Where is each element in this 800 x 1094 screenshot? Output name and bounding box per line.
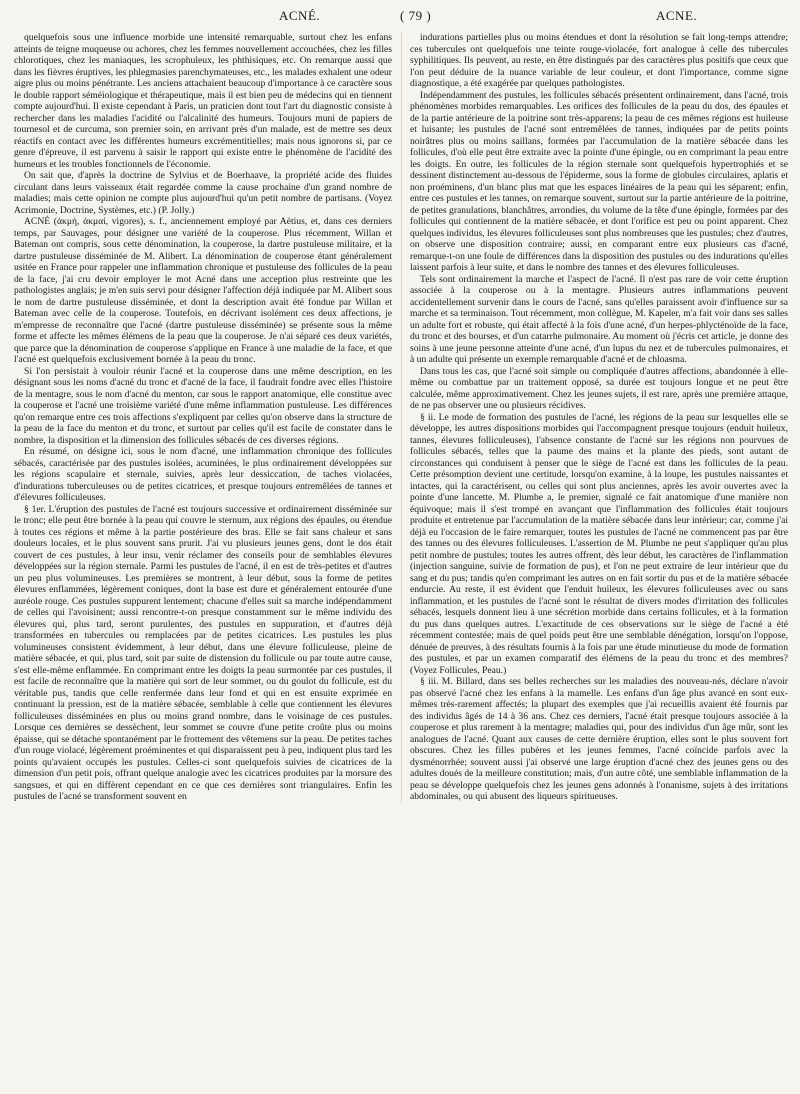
- paragraph: ACNÉ (ἀκμή, ἀκμαί, vigores), s. f., anciennement employé par Aëtius, et, dans ces derniers temps, par Sauvages, pour désigner une variété de la couperose. Plus récemment, Willan et Bateman ont compris, sous cette dénomination, la couperose, la dartre pustuleuse militaire, et la dartre pustuleuse disséminée de M. Alibert. La dénomination de couperose étant généralement usitée en France pour rappeler une inflammation chronique et pustuleuse des follicules de la peau de la face, j'ai cru devoir employer le mot Acné dans une acception plus restreinte que les pathologistes anglais; je m'en suis servi pour désigner l'affection déjà indiquée par M. Alibert sous le nom de dartre pustuleuse disséminée, et dont la description avait été fondue par Willan et Bateman avec celle de la couperose. Toutefois, en décrivant isolément ces deux affections, je m'empresse de reconnaître que l'acné (dartre pustuleuse disséminée) se présente sous la même forme et affecte les mêmes élémens de la peau que la couperose. Je n'ai séparé ces deux variétés, que parce que la dénomination de couperose s'applique en France à une maladie de la face, et que l'acné est quelquefois exclusivement bornée à la peau du tronc.: [14, 216, 392, 365]
- paragraph: Si l'on persistait à vouloir réunir l'acné et la couperose dans une même description, en les désignant sous les noms d'acné du tronc et d'acné de la face, il faudrait fondre avec elles l'histoire de la mentagre, sous le nom d'acné du menton, car sous le rapport anatomique, elle constitue avec la couperose et l'acné une troisième variété d'une même inflammation pustuleuse. Les différences qu'on remarque entre ces trois affections s'expliquent par celles qu'on observe dans la structure de la peau de la face du menton et du tronc, et surtout par celles qu'il est facile de constater dans le nombre, la disposition et la dimension des follicules sébacés de ces diverses régions.: [14, 365, 392, 446]
- paragraph: Dans tous les cas, que l'acné soit simple ou compliquée d'autres affections, abandonnée à elle-même ou combattue par un traitement opposé, sa durée est toujours longue et ne peut être calculée, même approximativement. Chez les jeunes sujets, il est rare, après une première attaque, de ne pas observer une ou plusieurs récidives.: [410, 365, 788, 411]
- paragraph: Tels sont ordinairement la marche et l'aspect de l'acné. Il n'est pas rare de voir cette éruption associée à la couperose ou à la mentagre. Plusieurs autres inflammations peuvent accidentellement survenir dans le cours de l'acné, sans qu'elles paraissent avoir d'influence sur sa marche et sa terminaison. Tout récemment, mon collègue, M. Kapeler, m'a fait voir dans ses salles un adulte fort et robuste, qui était affecté à la fois d'une acné, d'un herpes-phlycténoïde de la face, du tronc et des bourses, et d'un catarrhe pulmonaire. Au moment où j'écris cet article, je donne des soins à une jeune personne atteinte d'une acné, d'un lupus du nez et de tubercules pulmonaires, et à un adulte qui présente un exemple remarquable d'acné et de chloasma.: [410, 273, 788, 365]
- header-left-title: ACNÉ.: [279, 8, 321, 23]
- left-column: [14, 32, 392, 803]
- paragraph: quelquefois sous une influence morbide une intensité remarquable, surtout chez les enfans atteints de teigne muqueuse ou achores, chez les femmes nouvellement accouchées, chez les filles chlorotiques, chez les maniaques, les scrophuleux, les phthisiques, etc. On remarque aussi que dans les fièvres éruptives, les phlegmasies parenchymateuses, etc., les malades exhalent une odeur aigre plus ou moins pénétrante. Les anciens attachaient beaucoup d'importance à ce caractère sous le double rapport séméiologique et thérapeutique, mais il est bien peu de médecins qui en tiennent compte aujourd'hui. Il existe cependant à Paris, un praticien dont tout l'art du diagnostic consiste à rechercher dans les maladies l'acidité ou l'alcalinité des humeurs. Toujours muni de papiers de tournesol et de curcuma, son premier soin, en arrivant près d'un malade, est de mettre ses deux réactifs en contact avec les différentes humeurs excrémentitielles; mais nous ignorons si, par ce genre d'épreuve, il est parvenu à saisir le rapport qui existe entre le phénomène de l'acidité des humeurs et les troubles fonctionnels de l'économie.: [14, 32, 392, 170]
- right-column: [410, 32, 788, 803]
- column-divider: [401, 32, 402, 803]
- paragraph: § ii. Le mode de formation des pustules de l'acné, les régions de la peau sur lesquelles elle se développe, les autres dispositions morbides qui l'accompagnent presque toujours (enduit huileux, tannes, élevures folliculeuses), l'absence constante de l'acné sur les régions non pourvues de follicules sébacés, telles que la paume des mains et la plante des pieds, sont autant de circonstances qui conduisent à penser que le siège de l'acné est dans les follicules de la peau. Cette présomption devient une certitude, lorsqu'on examine, à la loupe, les pustules naissantes et intactes, qui la caractérisent, ou celles qui sont plus anciennes, après les avoir ouvertes avec la pointe d'une lancette. M. Plumbe a, le premier, signalé ce fait anatomique d'une manière non équivoque; mais il s'est trompé en avançant que l'inflammation des follicules était toujours produite et entretenue par l'accumulation de la matière sébacée dans leur intérieur; car, comme j'ai déjà eu l'occasion de le faire remarquer, toutes les pustules de l'acné ne commencent pas par être des tannes ou des élevures folliculeuses. L'assertion de M. Plumbe ne peut s'appliquer qu'au plus petit nombre de pustules; toutes les autres offrent, dès leur début, les caractères de l'inflammation (injection sanguine, suivie de formation de pus), et l'on ne peut extraire de leur intérieur que du sang et du pus; tandis qu'en comprimant les autres on en fait sortir du pus et de la matière sébacée endurcie. Au reste, il est évident que l'enduit huileux, les élevures folliculeuses avec ou sans inflammation, et les pustules de l'acné sont le résultat de divers modes d'irritation des follicules sébacés, lesquels donnent lieu à une sécrétion morbide dans certains follicules, et à la formation du pus dans quelques autres. L'exactitude de ces observations sur le siège de l'acné a été récemment contestée; mais de quel poids peut être une semblable dénégation, lorsqu'on l'oppose, dénuée de preuves, à des résultats fournis à la fois par une étude minutieuse du mode de formation des pustules, et par un examen comparatif des élémens de la peau du tronc et des membres? (Voyez Follicules, Peau.): [410, 411, 788, 676]
- paragraph: Indépendamment des pustules, les follicules sébacés présentent ordinairement, dans l'acné, trois phénomènes morbides remarquables. Les orifices des follicules de la peau du dos, des épaules et de la partie antérieure de la poitrine sont très-apparens; la peau de ces mêmes régions est huileuse et luisante; les pustules de l'acné sont entremêlées de tannes, indiquées par de petits points noirâtres plus ou moins saillans, formées par l'accumulation de la matière sébacée dans les follicules, d'où elle peut être extraite avec la pointe d'une épingle, ou en comprimant la peau entre les doigts. En outre, les follicules de la région sternale sont quelquefois hypertrophiés et se dessinent distinctement au-dessous de l'épiderme, sous la forme de globules circulaires, aplatis et non proéminens, d'un blanc plus mat que les espaces linéaires de la peau qui les séparent; enfin, entre ces pustules et les tannes, on remarque souvent, surtout sur la partie antérieure de la poitrine, de petites granulations, blanchâtres, arrondies, du volume de la tête d'une épingle, formées par des follicules qui contiennent de la matière sébacée, et dont l'orifice est peu ou point apparent. Chez quelques individus, les élevures folliculeuses sont plus nombreuses que les pustules; chez d'autres, on observe une disposition contraire; aussi, en comparant entre eux plusieurs cas d'acné, remarque-t-on une foule de différences dans la disposition des pustules ou des indurations qu'elles laissent parfois à leur suite, et dans le nombre des tannes et des élevures folliculeuses.: [410, 89, 788, 273]
- paragraph: On sait que, d'après la doctrine de Sylvius et de Boerhaave, la propriété acide des fluides circulant dans leurs vaisseaux était regardée comme la cause prochaine d'un grand nombre de maladies; mais cette opinion ne compte plus aujourd'hui qu'un petit nombre de partisans. (Voyez Acrimonie, Doctrine, Systèmes, etc.) (P. Jolly.): [14, 170, 392, 216]
- paragraph: indurations partielles plus ou moins étendues et dont la résolution se fait long-temps attendre; ces tubercules ont quelquefois une teinte rouge-violacée, fort analogue à celle des tubercules syphilitiques. Ils peuvent, au reste, en être distingués par des caractères plus positifs que ceux que l'on peut déduire de la nuance variable de leur couleur, et dont l'importance, comme signe diagnostique, a été exagérée par quelques pathologistes.: [410, 32, 788, 89]
- header-right-title: ACNE.: [656, 8, 698, 23]
- running-header: [14, 8, 788, 28]
- paragraph: § 1er. L'éruption des pustules de l'acné est toujours successive et ordinairement disséminée sur le tronc; elle peut être bornée à la peau qui couvre le sternum, aux régions des épaules, ou étendue à toutes ces régions et même à la partie postérieure des bras. Elle se fait sans chaleur et sans douleurs locales, et le plus souvent sans prurit. J'ai vu plusieurs jeunes gens, dont le dos était couvert de ces pustules, à leur insu, venir réclamer des conseils pour de semblables élevures développées sur la région sternale. Parmi les pustules de l'acné, il en est de très-petites et d'autres un peu plus volumineuses. Les premières se montrent, à leur début, sous la forme de petites élevures enflammées, légèrement coniques, dont la base est dure et généralement entourée d'une auréole rouge. Ces pustules suppurent lentement; chacune d'elles suit sa marche indépendamment de celles qui l'avoisinent; aussi rencontre-t-on presque constamment sur le même individu des élevures qui, plus tard, seront purulentes, des pustules en suppuration, et d'autres déjà transformées en tubercules ou remplacées par de petites cicatrices. Les pustules les plus volumineuses consistent évidemment, à leur début, dans une élevure folliculeuse, pleine de matière sébacée, et qui, plus tard, soit par suite de distension du follicule ou par toute autre cause, s'est elle-même enflammée. En comprimant entre les doigts la peau surmontée par ces pustules, il est facile de reconnaître que la matière qui sort de leur sommet, ou du goulot du follicule, est du véritable pus, tandis que celle renfermée dans leur fond et qui en est ensuite exprimée en continuant la pression, est de la matière sébacée, semblable à celle que contiennent les élevures folliculeuses disséminées en plus ou moins grand nombre, dans le voisinage de ces pustules. Lorsque ces dernières se dessèchent, leur sommet se couvre d'une petite croûte plus ou moins épaisse, qui se détache spontanément par le frottement des vêtemens sur la peau. De petites taches d'un rouge violacé, légèrement proéminentes et qui disparaissent peu à peu, indiquent plus tard les points qu'avaient occupés les pustules. Celles-ci sont quelquefois suivies de cicatrices de la dimension d'un petit pois, offrant quelque analogie avec les cicatrices produites par la morsure des sangsues, et qui en diffèrent cependant en ce que ces dernières sont triangulaires. Enfin les pustules de l'acné se transforment souvent en: [14, 503, 392, 802]
- paragraph: § iii. M. Billard, dans ses belles recherches sur les maladies des nouveau-nés, déclare n'avoir pas observé l'acné chez les enfans à la mamelle. Les enfans d'un âge plus avancé en sont eux-mêmes très-rarement affectés; la plupart des exemples que j'ai recueillis avaient été fournis par des individus âgés de 14 à 36 ans. Chez ces derniers, l'acné était presque toujours associée à la couperose et plus rarement à la mentagre; maladies qui, pour des individus d'un âge mûr, sont les analogues de l'acné. Quant aux causes de cette dernière éruption, elles sont le plus souvent fort obscures. Chez les filles pubères et les jeunes femmes, l'acné coïncide parfois avec la dysménorrhée; souvent aussi j'ai observé une large éruption d'acné chez des jeunes gens ou des adultes doués de la meilleure constitution; mais, d'un autre côté, une semblable inflammation de la peau se développe quelquefois chez les jeunes gens adonnés à l'onanisme, sujets à des irritations abdominales, ou qui abusent des liqueurs spiritueuses.: [410, 676, 788, 802]
- text-columns: [14, 32, 788, 803]
- page-number: ( 79 ): [400, 8, 432, 23]
- paragraph: En résumé, on désigne ici, sous le nom d'acné, une inflammation chronique des follicules sébacés, caractérisée par des pustules isolées, acuminées, le plus ordinairement développées sur les régions scapulaire et sternale, suivies, après leur dessiccation, de taches violacées, d'indurations tuberculeuses ou de petites cicatrices, et presque toujours entremêlées de tannes et d'élevures folliculeuses.: [14, 446, 392, 503]
